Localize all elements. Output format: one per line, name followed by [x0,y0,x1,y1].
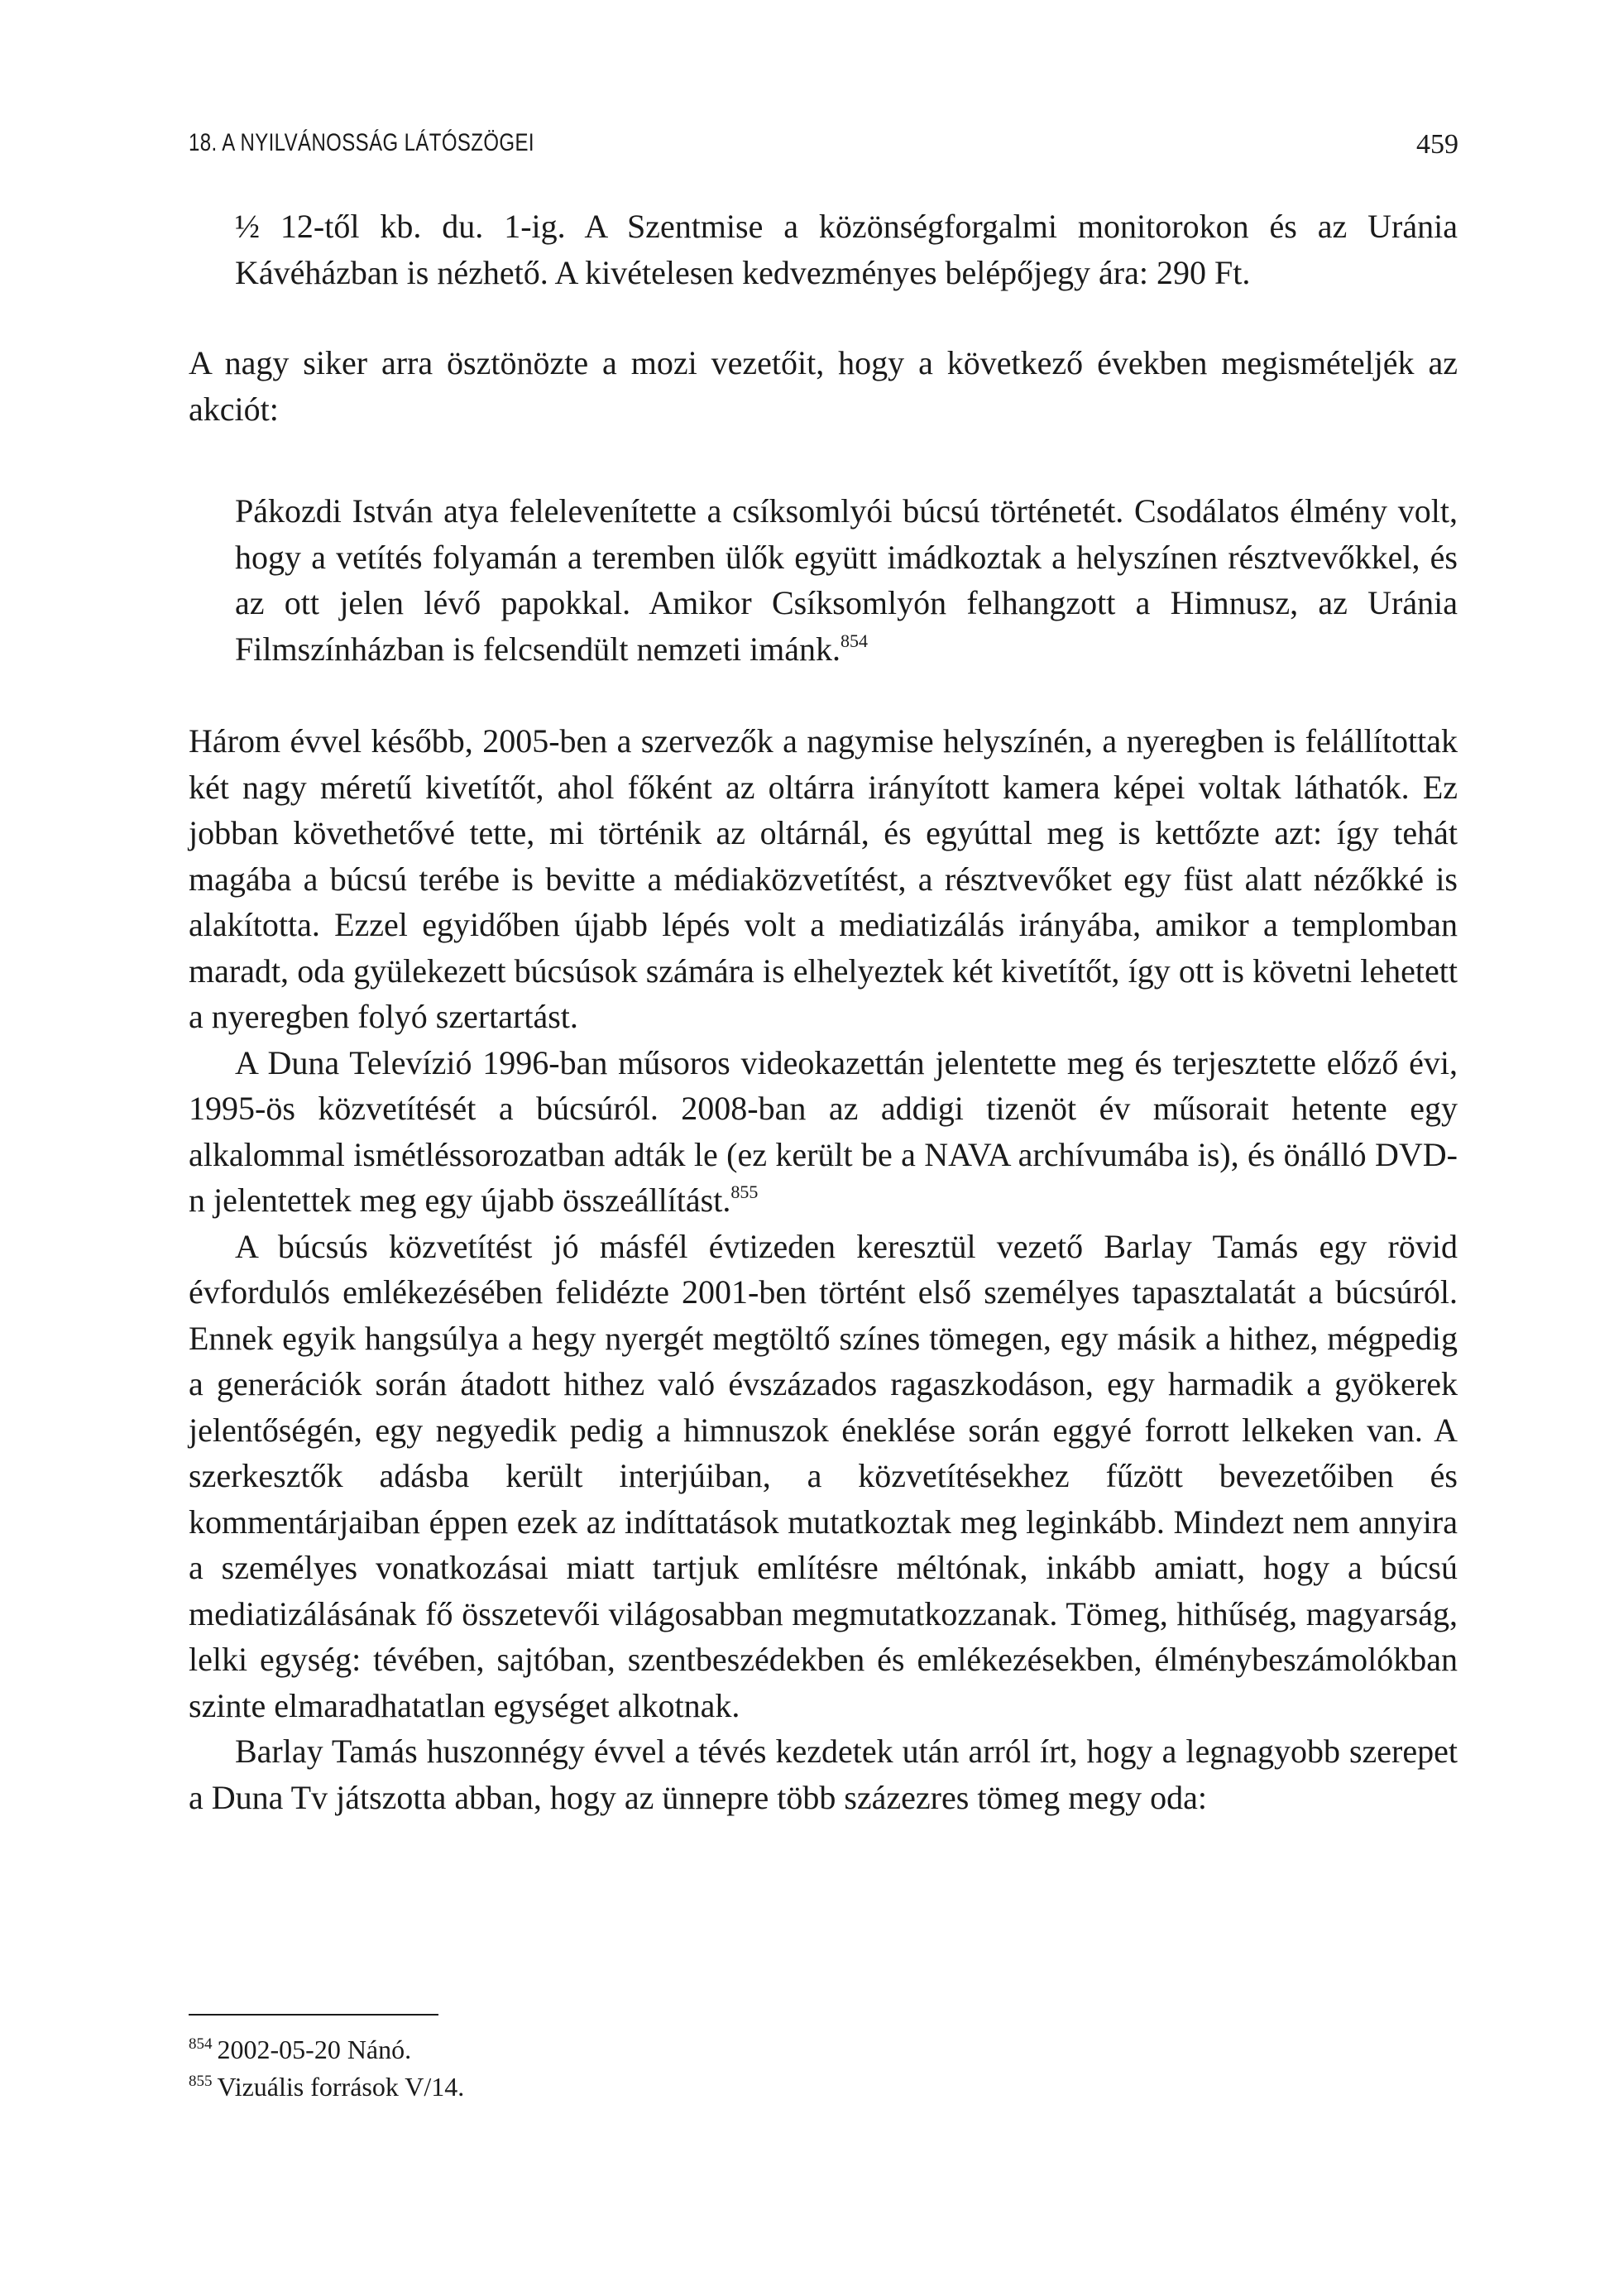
block-quote [235,488,1458,672]
footnote-855 [189,2068,1458,2106]
quote-continuation [235,204,1458,295]
paragraph-intro [189,340,1458,432]
running-head: 18. A NYILVÁNOSSÁG LÁTÓSZÖGEI [189,129,534,156]
quote-continuation-text: ½ 12-től kb. du. 1-ig. A Szentmise a közönségforgalmi monitorokon és az Uránia Kávéházban is nézhető. A kivételesen kedvezményes belépőjegy ára: 290 Ft. [235,208,1458,291]
footnote-ref-854[interactable]: 854 [841,630,869,651]
footnote-text: Vizuális források V/14. [217,2072,465,2102]
paragraph-text: A nagy siker arra ösztönözte a mozi vezetőit, hogy a következő években megismételjék az akciót: [189,344,1458,428]
paragraph-2: Három évvel később, 2005-ben a szervezők a nagymise helyszínén, a nyeregben is felállítottak két nagy méretű kivetítőt, ahol főként az oltárra irányított kamera képei voltak láthatók. Ez jobban követhetővé tette, mi történik az oltárnál, és egyúttal meg is kettőzte azt: így tehát magába a búcsú terébe is bevitte a médiaközvetítést, a résztvevőket egy füst alatt nézőkké is alakította. Ezzel egyidőben újabb lépés volt a mediatizálás irányába, amikor a templomban maradt, oda gyülekezett búcsúsok számára is elhelyeztek két kivetítőt, így ott is követni lehetett a nyeregben folyó szertartást. [189,722,1458,1035]
footnote-text: 2002-05-20 Nánó. [217,2035,412,2064]
paragraph-5: Barlay Tamás huszonnégy évvel a tévés kezdetek után arról írt, hogy a legnagyobb szerepet a Duna Tv játszotta abban, hogy az ünnepre több százezres tömeg megy oda: [189,1733,1458,1816]
block-quote-text: Pákozdi István atya felelevenítette a csíksomlyói búcsú történetét. Csodálatos élmény volt, hogy a vetítés folyamán a teremben ülők együtt imádkoztak a helyszínen résztvevőkkel, és az ott jelen lévő papokkal. Amikor Csíksomlyón felhangzott a Himnusz, az Uránia Filmszínházban is felcsendült nemzeti imánk. [235,492,1458,668]
footnote-854 [189,2031,1458,2068]
main-text [189,718,1458,1820]
paragraph-3-text: A Duna Televízió 1996-ban műsoros videokazettán jelentette meg és terjesztette előző évi, 1995-ös közvetítését a búcsúról. 2008-ban az addigi tizenöt év műsorait hetente egy alkalommal ismétléssorozatban adták le (ez került be a NAVA archívumába is), és önálló DVD-n jelentettek meg egy újabb összeállítást. [189,1043,1458,1219]
footnote-number: 854 [189,2035,213,2053]
footnote-number: 855 [189,2073,213,2090]
page-number: 459 [1416,129,1458,160]
footnote-divider [189,2014,438,2016]
paragraph-4: A búcsús közvetítést jó másfél évtizeden keresztül vezető Barlay Tamás egy rövid évfordulós emlékezésében felidézte 2001-ben történt első személyes tapasztalatát a búcsúról. Ennek egyik hangsúlya a hegy nyergét megtöltő színes tömegen, egy másik a hithez, mégpedig a generációk során átadott hithez való évszázados ragaszkodáson, egy harmadik a gyökerek jelentőségén, egy negyedik pedig a himnuszok éneklése során eggyé forrott lelkeken van. A szerkesztők adásba került interjúiban, a közvetítésekhez fűzött bevezetőiben és kommentárjaiban éppen ezek az indíttatások mutatkoztak meg leginkább. Mindezt nem annyira a személyes vonatkozásai miatt tartjuk említésre méltónak, inkább amiatt, hogy a búcsú mediatizálásának fő összetevői világosabban megmutatkozzanak. Tömeg, hithűség, magyarság, lelki egység: tévében, sajtóban, szentbeszédekben és emlékezésekben, élménybeszámolókban szinte elmaradhatatlan egységet alkotnak. [189,1227,1458,1724]
footnote-ref-855[interactable]: 855 [730,1182,759,1202]
footnotes [189,2031,1458,2106]
block-quote-paragraph [235,488,1458,672]
paragraph-3 [189,1040,1458,1224]
